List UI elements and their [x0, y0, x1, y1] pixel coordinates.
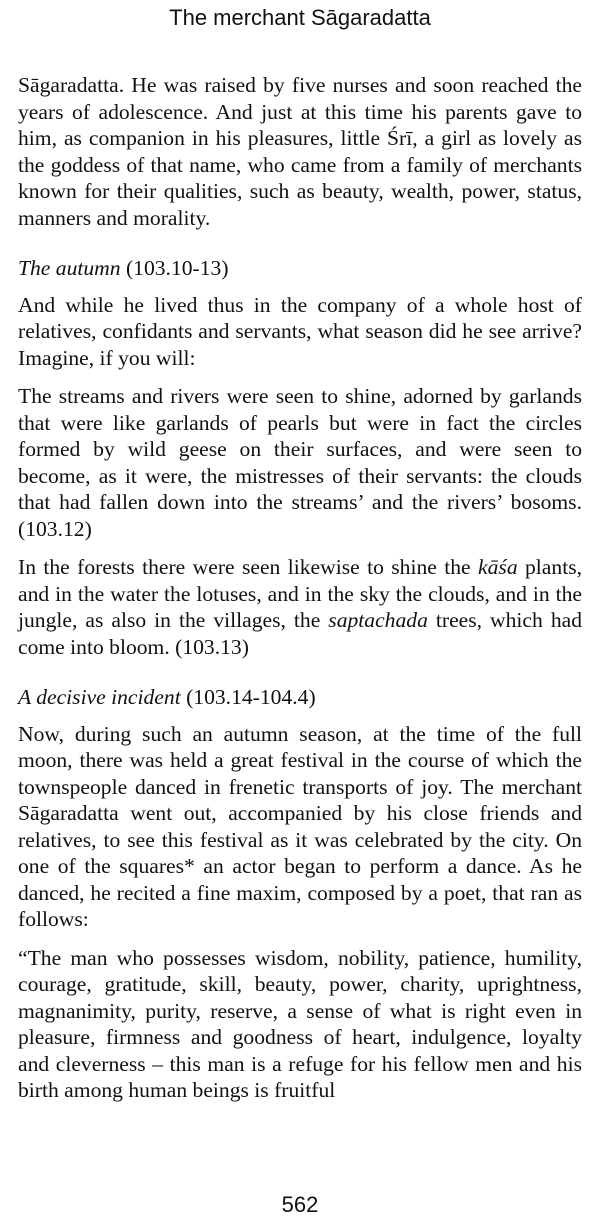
text-run: trees, which had come into bloom. (103.13): [18, 608, 582, 659]
text-run: In the forests there were seen likewise to shine the: [18, 555, 479, 579]
paragraph-season: And while he lived thus in the company of a whole host of relatives, confidants and servants, what season did he see arrive? Imagine, if you will:: [18, 292, 582, 370]
section-heading-title: The autumn: [18, 256, 121, 280]
section-heading-autumn: [18, 255, 582, 282]
paragraph-forests: [18, 554, 582, 660]
page-body: [18, 72, 582, 1116]
italic-term-kasa: kāśa: [478, 555, 518, 579]
page-number: 562: [281, 1192, 319, 1217]
section-heading-incident: [18, 684, 582, 711]
text-run: plants, and in the water the lotuses, and in the sky the clouds, and in the jungle, as also in the villages, the: [18, 555, 582, 632]
section-heading-ref: (103.10-13): [120, 256, 229, 280]
section-heading-title: A decisive incident: [18, 685, 181, 709]
paragraph-streams: The streams and rivers were seen to shine, adorned by garlands that were like garlands of pearls but were in fact the circles formed by wild geese on their surfaces, and were seen to become, as it were, the mistresses of their servants: the clouds that had fallen down into the streams’ and the rivers’ bosoms. (103.12): [18, 384, 582, 541]
paragraph-maxim: “The man who possesses wisdom, nobility, patience, humility, courage, gratitude, skill, beauty, power, charity, uprightness, magnanimity, purity, reserve, a sense of what is right even in pleasure, firmness and goodness of heart, indulgence, loyalty and cleverness – this man is a refuge for his fellow men and his birth among human beings is fruitful: [18, 945, 582, 1102]
italic-term-saptachada: saptachada: [328, 608, 428, 632]
paragraph-festival: Now, during such an autumn season, at the time of the full moon, there was held a great festival in the course of which the townspeople danced in frenetic transports of joy. The merchant Sāgaradatta went out, accompanied by his close friends and relatives, to see this festival as it was celebrated by the city. On one of the squares* an actor began to perform a dance. As he danced, he recited a fine maxim, composed by a poet, that ran as follows:: [18, 721, 582, 931]
running-head: The merchant Sāgaradatta: [169, 5, 431, 30]
paragraph-intro: Sāgaradatta. He was raised by five nurses and soon reached the years of adolescence. And just at this time his parents gave to him, as companion in his pleasures, little Śrī, a girl as lovely as the goddess of that name, who came from a family of merchants known for their qualities, such as beauty, wealth, power, status, manners and morality.: [18, 73, 582, 230]
section-heading-ref: (103.14-104.4): [180, 685, 316, 709]
